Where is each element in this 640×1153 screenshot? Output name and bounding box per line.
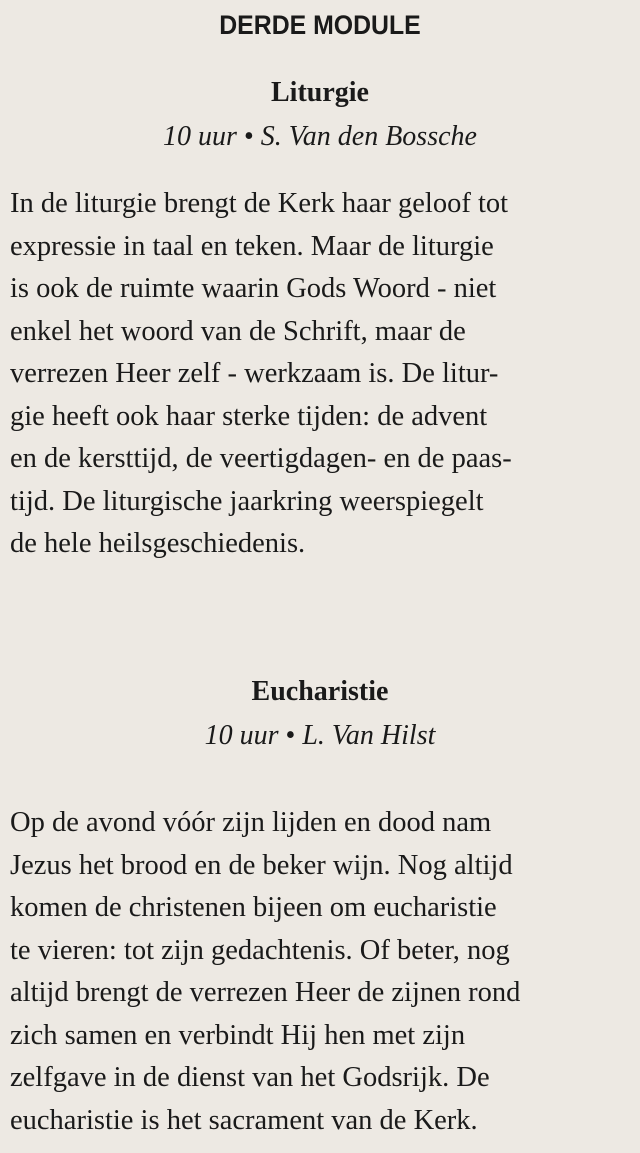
- teacher: S. Van den Bossche: [260, 121, 477, 152]
- body-line: zelfgave in de dienst van het Godsrijk. De: [10, 1062, 490, 1093]
- body-line: is ook de ruimte waarin Gods Woord - niet: [10, 273, 497, 304]
- section-title: Eucharistie: [251, 676, 389, 707]
- body-line: tijd. De liturgische jaarkring weerspiegelt: [10, 485, 484, 517]
- section-meta: [0, 117, 640, 157]
- section-body: [10, 802, 635, 1142]
- body-line: In de liturgie brengt de Kerk haar geloof tot: [10, 188, 509, 219]
- bullet-separator: •: [243, 121, 254, 152]
- hours: 10 uur: [204, 720, 279, 751]
- body-line: expressie in taal en teken. Maar de liturgie: [10, 230, 494, 262]
- body-line: zich samen en verbindt Hij hen met zijn: [10, 1019, 466, 1051]
- section-body: [10, 183, 635, 566]
- teacher: L. Van Hilst: [302, 720, 436, 751]
- body-line: verrezen Heer zelf - werkzaam is. De litur-: [10, 358, 499, 389]
- body-line: de hele heilsgeschiedenis.: [10, 528, 306, 559]
- body-line: Op de avond vóór zijn lijden en dood nam: [10, 807, 492, 838]
- body-line: eucharistie is het sacrament van de Kerk.: [10, 1104, 478, 1136]
- body-line: Jezus het brood en de beker wijn. Nog altijd: [10, 849, 513, 881]
- body-line: en de kersttijd, de veertigdagen- en de paas-: [10, 443, 512, 474]
- body-line: te vieren: tot zijn gedachtenis. Of beter, nog: [10, 934, 510, 966]
- section-title: Liturgie: [271, 77, 369, 108]
- body-line: komen de christenen bijeen om eucharistie: [10, 892, 497, 923]
- hours: 10 uur: [163, 121, 237, 152]
- section-meta: [0, 716, 640, 756]
- body-line: altijd brengt de verrezen Heer de zijnen rond: [10, 977, 521, 1008]
- body-line: enkel het woord van de Schrift, maar de: [10, 315, 466, 347]
- module-title: DERDE MODULE: [219, 10, 421, 40]
- body-line: gie heeft ook haar sterke tijden: de advent: [10, 400, 488, 432]
- bullet-separator: •: [285, 720, 296, 751]
